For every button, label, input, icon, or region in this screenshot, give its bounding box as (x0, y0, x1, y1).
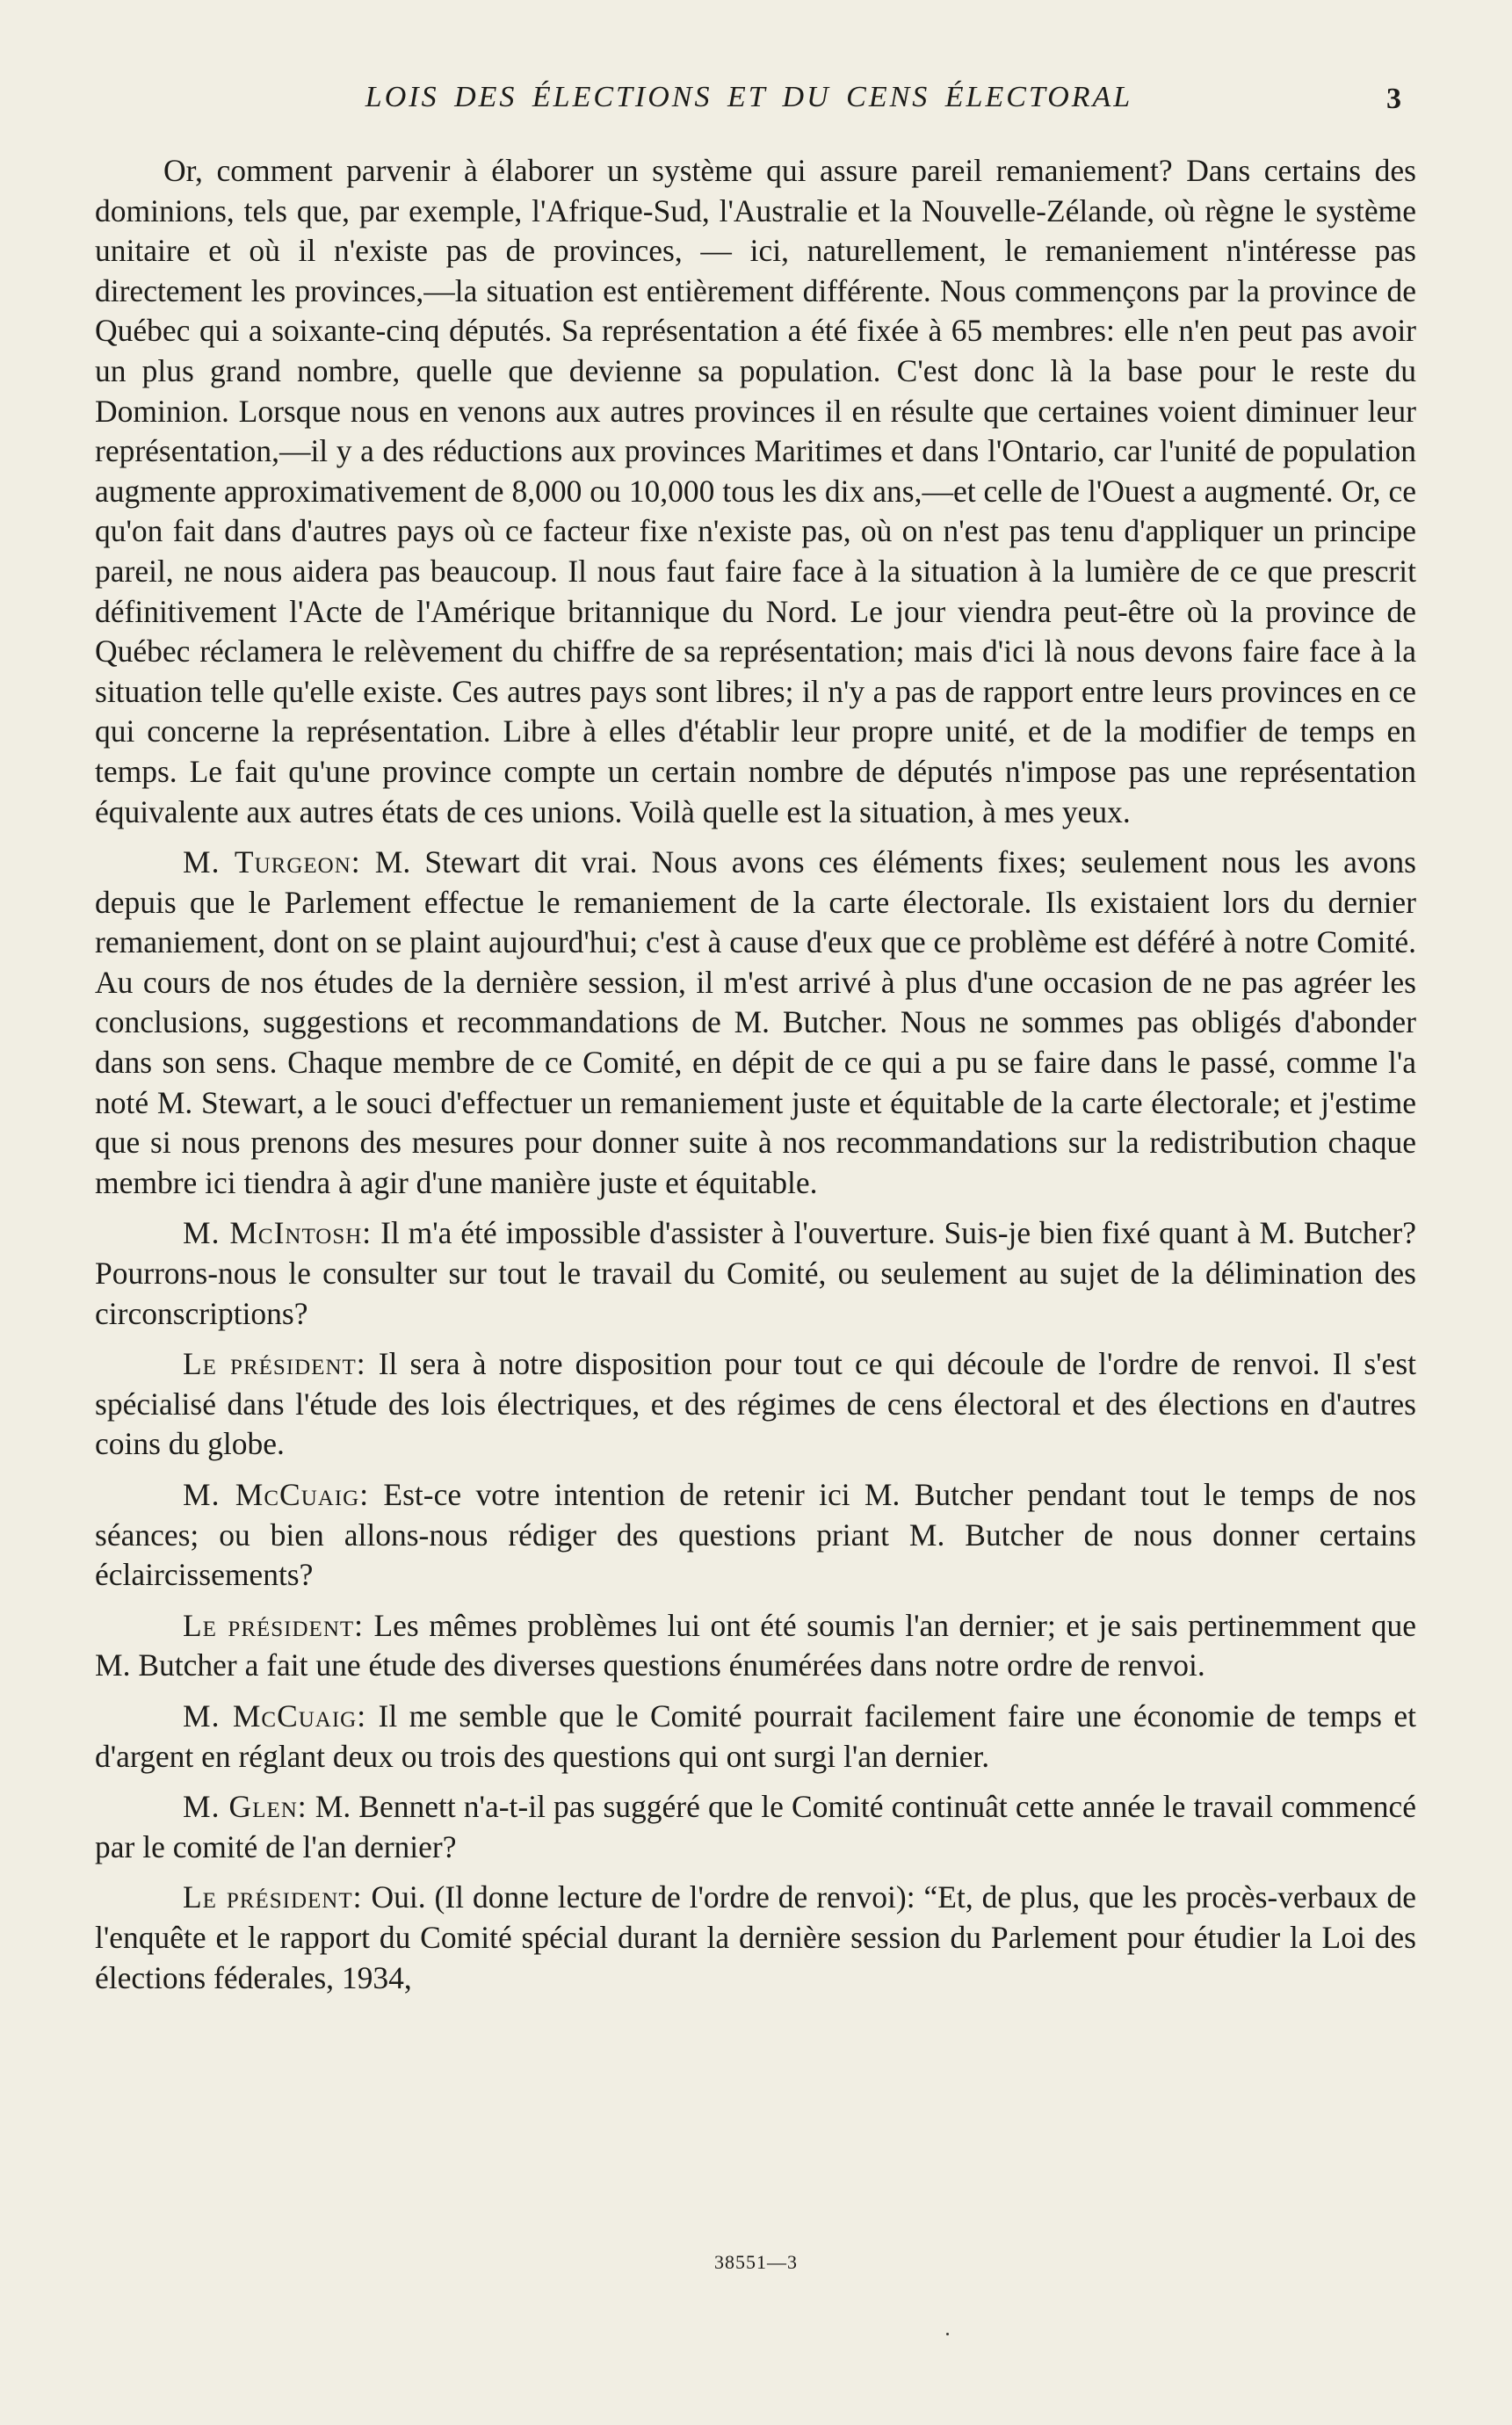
speaker-name: Le président: (183, 1879, 363, 1915)
print-speck (946, 2333, 949, 2335)
paragraph (95, 1697, 1416, 1777)
paragraph-text: Les mêmes problèmes lui ont été soumis l'an dernier; et je sais pertinemment que M. Butcher a fait une étude des diverses questions énumérées dans notre ordre de renvoi. (95, 1607, 1417, 1683)
speaker-name: M. McIntosh: (183, 1215, 373, 1251)
speaker-name: M. Turgeon: (183, 844, 361, 880)
paragraph (95, 1878, 1416, 1998)
paragraph (95, 1606, 1416, 1686)
paragraph-text: M. Bennett n'a-t-il pas suggéré que le Comité continuât cette année le travail commencé par le comité de l'an dernier? (95, 1789, 1417, 1864)
paragraph (95, 843, 1416, 1203)
speaker-name: Le président: (183, 1346, 366, 1382)
signature-code: 38551—3 (714, 2251, 798, 2273)
paragraph (95, 1213, 1416, 1334)
paragraph (95, 1787, 1416, 1867)
body-text (95, 151, 1416, 2009)
paragraph-text: Oui. (Il donne lecture de l'ordre de renvoi): “Et, de plus, que les procès-verbaux de l'enquête et le rapport du Comité spécial durant la dernière session du Parlement pour étudier la Loi des élections féderales, 1934, (95, 1879, 1416, 1995)
paragraph-text: M. Stewart dit vrai. Nous avons ces éléments fixes; seulement nous les avons depuis que le Parlement effectue le remaniement de la carte électorale. Ils existaient lors du dernier remaniement, dont on se plaint aujourd'hui; c'est à cause d'eux que ce problème est déféré à notre Comité. Au cours de nos études de la dernière session, il m'est arrivé à plus d'une occasion de ne pas agréer les conclusions, suggestions et recommandations de M. Butcher. Nous ne sommes pas obligés d'abonder dans son sens. Chaque membre de ce Comité, en dépit de ce qui a pu se faire dans le passé, comme l'a noté M. Stewart, a le souci d'effectuer un remaniement juste et équitable de la carte électorale; et j'estime que si nous prenons des mesures pour donner suite à nos recommandations sur la redistribution chaque membre ici tiendra à agir d'une manière juste et équitable. (95, 844, 1417, 1200)
speaker-name: M. McCuaig: (183, 1477, 370, 1512)
paragraph-text: Est-ce votre intention de retenir ici M. Butcher pendant tout le temps de nos séances; ou bien allons-nous rédiger des questions priant M. Butcher de nous donner certains éclaircissements? (95, 1477, 1416, 1593)
paragraph-text: Il m'a été impossible d'assister à l'ouverture. Suis-je bien fixé quant à M. Butcher? Pourrons-nous le consulter sur tout le travail du Comité, ou seulement au sujet de la délimination des circonscriptions? (95, 1215, 1417, 1331)
paragraph (95, 1344, 1416, 1465)
paragraph-text: Il me semble que le Comité pourrait facilement faire une économie de temps et d'argent en réglant deux ou trois des questions qui ont surgi l'an dernier. (95, 1698, 1417, 1774)
speaker-name: M. McCuaig: (183, 1698, 367, 1734)
page-number: 3 (1386, 83, 1401, 115)
speaker-name: M. Glen: (183, 1789, 307, 1825)
paragraph (95, 1475, 1416, 1596)
paragraph-text: Or, comment parvenir à élaborer un système qui assure pareil remaniement? Dans certains des dominions, tels que, par exemple, l'Afrique-Sud, l'Australie et la Nouvelle-Zélande, où règne le système unitaire et où il n'existe pas de provinces, — ici, naturellement, le remaniement n'intéresse pas directement les provinces,—la situation est entièrement différente. Nous commençons par la province de Québec qui a soixante-cinq députés. Sa représentation a été fixée à 65 membres: elle n'en peut pas avoir un plus grand nombre, quelle que devienne sa population. C'est donc là la base pour le reste du Dominion. Lorsque nous en venons aux autres provinces il en résulte que certaines voient diminuer leur représentation,—il y a des réductions aux provinces Maritimes et dans l'Ontario, car l'unité de population augmente approximativement de 8,000 ou 10,000 tous les dix ans,—et celle de l'Ouest a augmenté. Or, ce qu'on fait dans d'autres pays où ce facteur fixe n'existe pas, où on n'est pas tenu d'appliquer un principe pareil, ne nous aidera pas beaucoup. Il nous faut faire face à la situation à la lumière de ce que prescrit définitivement l'Acte de l'Amérique britannique du Nord. Le jour viendra peut-être où la province de Québec réclamera le relèvement du chiffre de sa représentation; mais d'ici là nous devons faire face à la situation telle qu'elle existe. Ces autres pays sont libres; il n'y a pas de rapport entre leurs provinces en ce qui concerne la représentation. Libre à elles d'établir leur propre unité, et de la modifier de temps en temps. Le fait qu'une province compte un certain nombre de députés n'impose pas une représentation équivalente aux autres états de ces unions. Voilà quelle est la situation, à mes yeux. (95, 153, 1416, 829)
paragraph (95, 151, 1416, 832)
paragraph-text: Il sera à notre disposition pour tout ce qui découle de l'ordre de renvoi. Il s'est spécialisé dans l'étude des lois électriques, et des régimes de cens électoral et des élections en d'autres coins du globe. (95, 1346, 1416, 1462)
speaker-name: Le président: (183, 1607, 365, 1643)
running-title: LOIS DES ÉLECTIONS ET DU CENS ÉLECTORAL (365, 81, 1133, 113)
page-header (97, 81, 1401, 134)
